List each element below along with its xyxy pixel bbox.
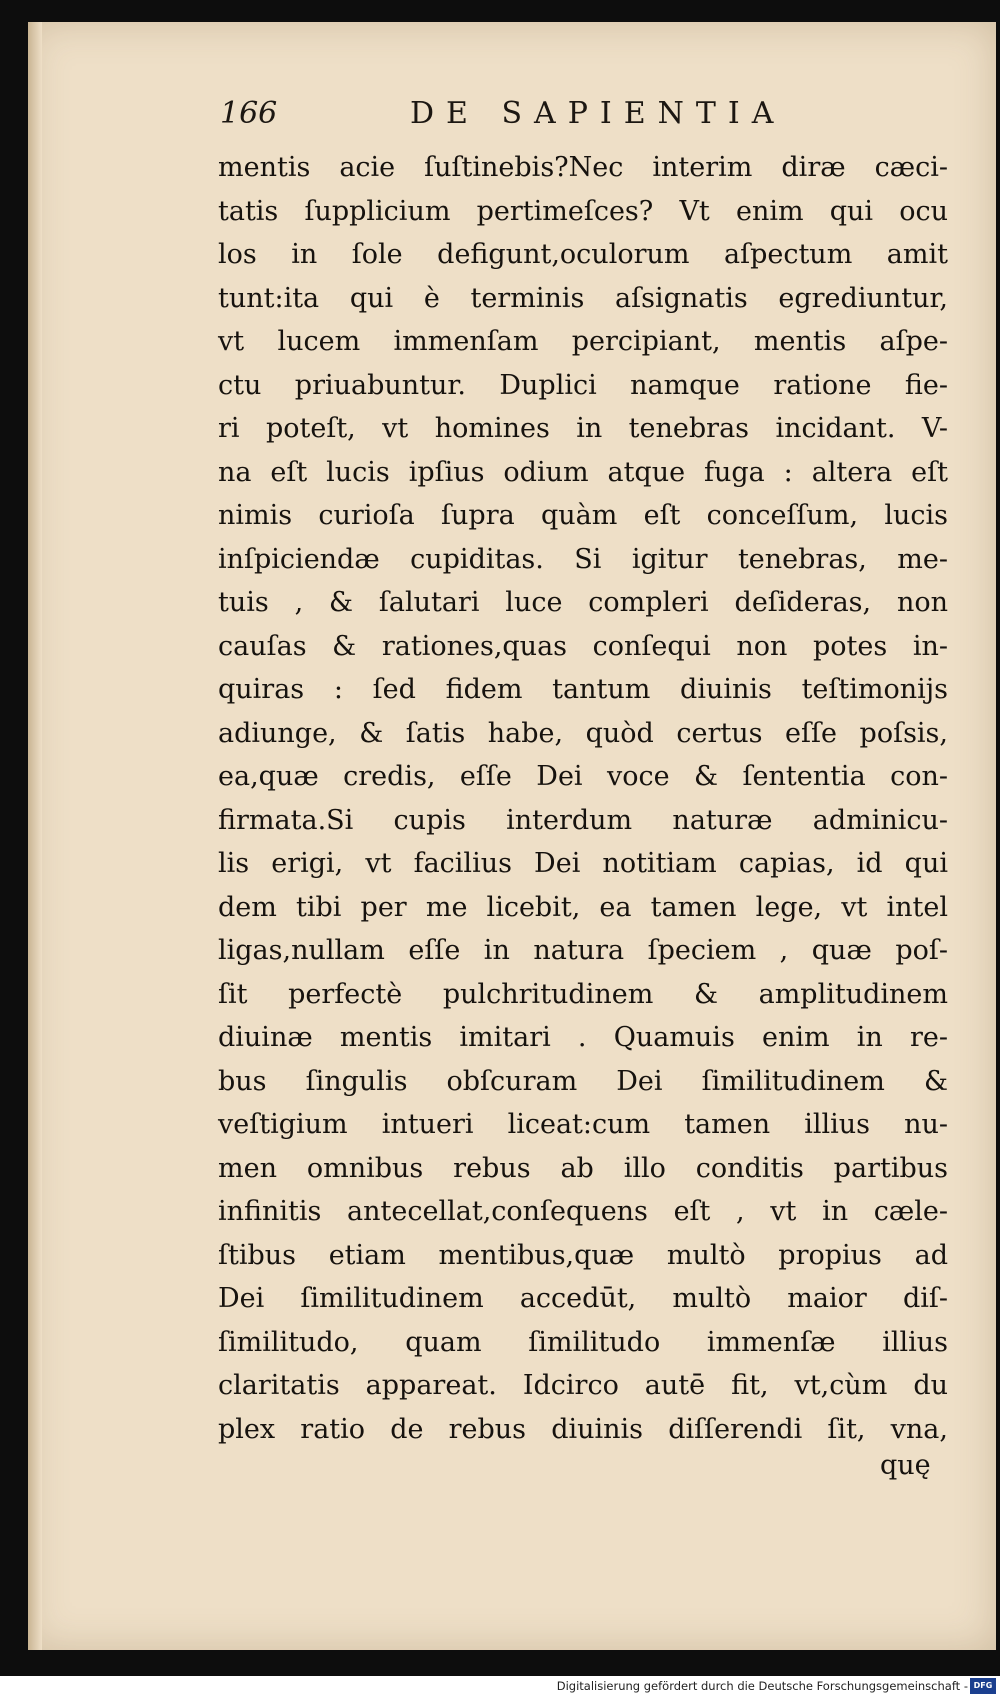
text-line: ri poteſt, vt homines in tenebras incidant. V- bbox=[218, 413, 948, 444]
digitization-footer bbox=[0, 1676, 1000, 1701]
text-line: tatis ſupplicium pertimeſces? Vt enim qui ocu bbox=[218, 195, 948, 227]
text-line: veſtigium intueri liceat:cum tamen illius nu- bbox=[218, 1109, 948, 1140]
text-line: ctu priuabuntur. Duplici namque ratione fie- bbox=[218, 369, 948, 401]
text-line: los in ſole defigunt,oculorum aſpectum amit bbox=[218, 239, 948, 270]
funding-credit: Digitalisierung gefördert durch die Deutsche Forschungsgemeinschaft - bbox=[556, 1679, 968, 1693]
text-line: infinitis antecellat,conſequens eſt , vt in cæle- bbox=[218, 1196, 948, 1227]
text-line: men omnibus rebus ab illo conditis partibus bbox=[218, 1152, 948, 1184]
body-text bbox=[218, 146, 948, 1451]
text-line: ſimilitudo, quam ſimilitudo immenſæ illius bbox=[218, 1326, 948, 1358]
text-line: tunt:ita qui è terminis aſsignatis egrediuntur, bbox=[218, 282, 948, 314]
text-line: Dei ſimilitudinem accedūt, multò maior diſ- bbox=[218, 1283, 948, 1314]
dfg-logo: DFG bbox=[970, 1678, 996, 1694]
page-gutter-shadow bbox=[28, 22, 42, 1650]
text-line: mentis acie ſuſtinebis?Nec interim diræ cæci- bbox=[218, 152, 948, 183]
text-line: vt lucem immenſam percipiant, mentis aſpe- bbox=[218, 326, 948, 357]
text-line: inſpiciendæ cupiditas. Si igitur tenebras, me- bbox=[218, 543, 948, 575]
text-line: claritatis appareat. Idcirco autē fit, vt,cùm du bbox=[218, 1370, 948, 1401]
text-line: ſtibus etiam mentibus,quæ multò propius ad bbox=[218, 1239, 948, 1271]
text-line: dem tibi per me licebit, ea tamen lege, vt intel bbox=[218, 891, 948, 923]
text-line: firmata.Si cupis interdum naturæ adminicu- bbox=[218, 804, 948, 836]
text-line: lis erigi, vt facilius Dei notitiam capias, id qui bbox=[218, 848, 948, 879]
text-line: cauſas & rationes,quas conſequi non potes in- bbox=[218, 630, 948, 662]
text-line: adiunge, & ſatis habe, quòd certus eſſe poſsis, bbox=[218, 717, 948, 749]
text-line: ligas,nullam eſſe in natura ſpeciem , quæ poſ- bbox=[218, 935, 948, 966]
text-line: tuis , & ſalutari luce compleri deſideras, non bbox=[218, 587, 948, 618]
text-line: ſit perfectè pulchritudinem & amplitudinem bbox=[218, 978, 948, 1010]
text-line: nimis curioſa ſupra quàm eſt conceſſum, lucis bbox=[218, 500, 948, 531]
text-line: bus ſingulis obſcuram Dei ſimilitudinem & bbox=[218, 1065, 948, 1097]
text-line: na eſt lucis ipſius odium atque fuga : altera eſt bbox=[218, 456, 948, 488]
text-line: quiras : ſed fidem tantum diuinis teſtimonijs bbox=[218, 674, 948, 705]
text-line: diuinæ mentis imitari . Quamuis enim in re- bbox=[218, 1022, 948, 1053]
catchword: quę bbox=[880, 1450, 931, 1481]
text-line: plex ratio de rebus diuinis diſſerendi ſit, vna, bbox=[218, 1413, 948, 1445]
page-header bbox=[220, 96, 980, 140]
text-line: ea,quæ credis, eſſe Dei voce & ſententia con- bbox=[218, 761, 948, 792]
running-head: DE SAPIENTIA bbox=[410, 96, 786, 131]
page-number: 166 bbox=[220, 96, 278, 131]
